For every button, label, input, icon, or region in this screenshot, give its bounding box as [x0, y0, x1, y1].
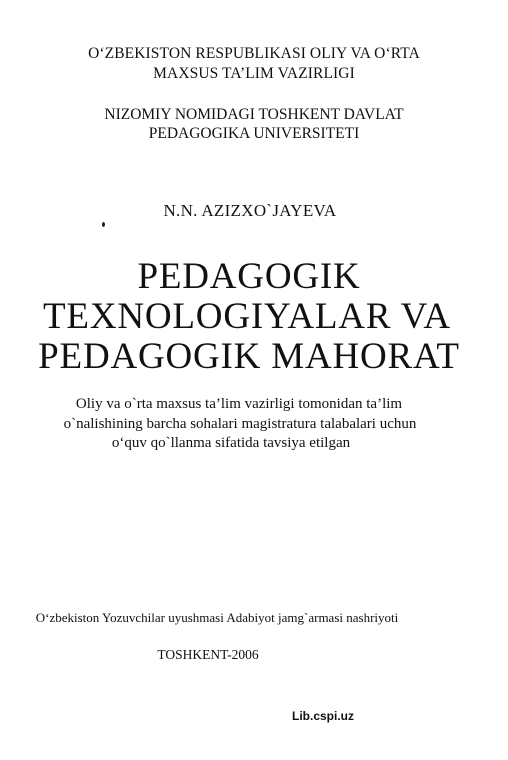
ministry-name-line-1: O‘ZBEKISTON RESPUBLIKASI OLIY VA O‘RTA	[88, 45, 420, 62]
book-title-line-2: TEXNOLOGIYALAR VA	[43, 296, 451, 337]
university-name-line-2: PEDAGOGIKA UNIVERSITETI	[148, 125, 360, 142]
book-title-line-1: PEDAGOGIK	[137, 256, 361, 297]
ministry-name-line-2: MAXSUS TA’LIM VAZIRLIGI	[153, 65, 355, 82]
city-and-year: TOSHKENT-2006	[157, 647, 259, 662]
subtitle-line-3: o‘quv qo`llanma sifatida tavsiya etilgan	[111, 435, 351, 451]
book-title-line-3: PEDAGOGIK MAHORAT	[38, 336, 460, 377]
author-name: N.N. AZIZXO`JAYEVA	[163, 201, 337, 220]
ink-dot	[102, 222, 105, 227]
publisher-name: O‘zbekiston Yozuvchilar uyushmasi Adabiyot jamg`armasi nashriyoti	[35, 610, 399, 625]
university-name-line-1: NIZOMIY NOMIDAGI TOSHKENT DAVLAT	[104, 106, 404, 123]
source-watermark: Lib.cspi.uz	[292, 709, 355, 723]
subtitle-line-2: o`nalishining barcha sohalari magistratura talabalari uchun	[63, 416, 417, 432]
subtitle-line-1: Oliy va o`rta maxsus ta’lim vazirligi tomonidan ta’lim	[75, 396, 403, 412]
